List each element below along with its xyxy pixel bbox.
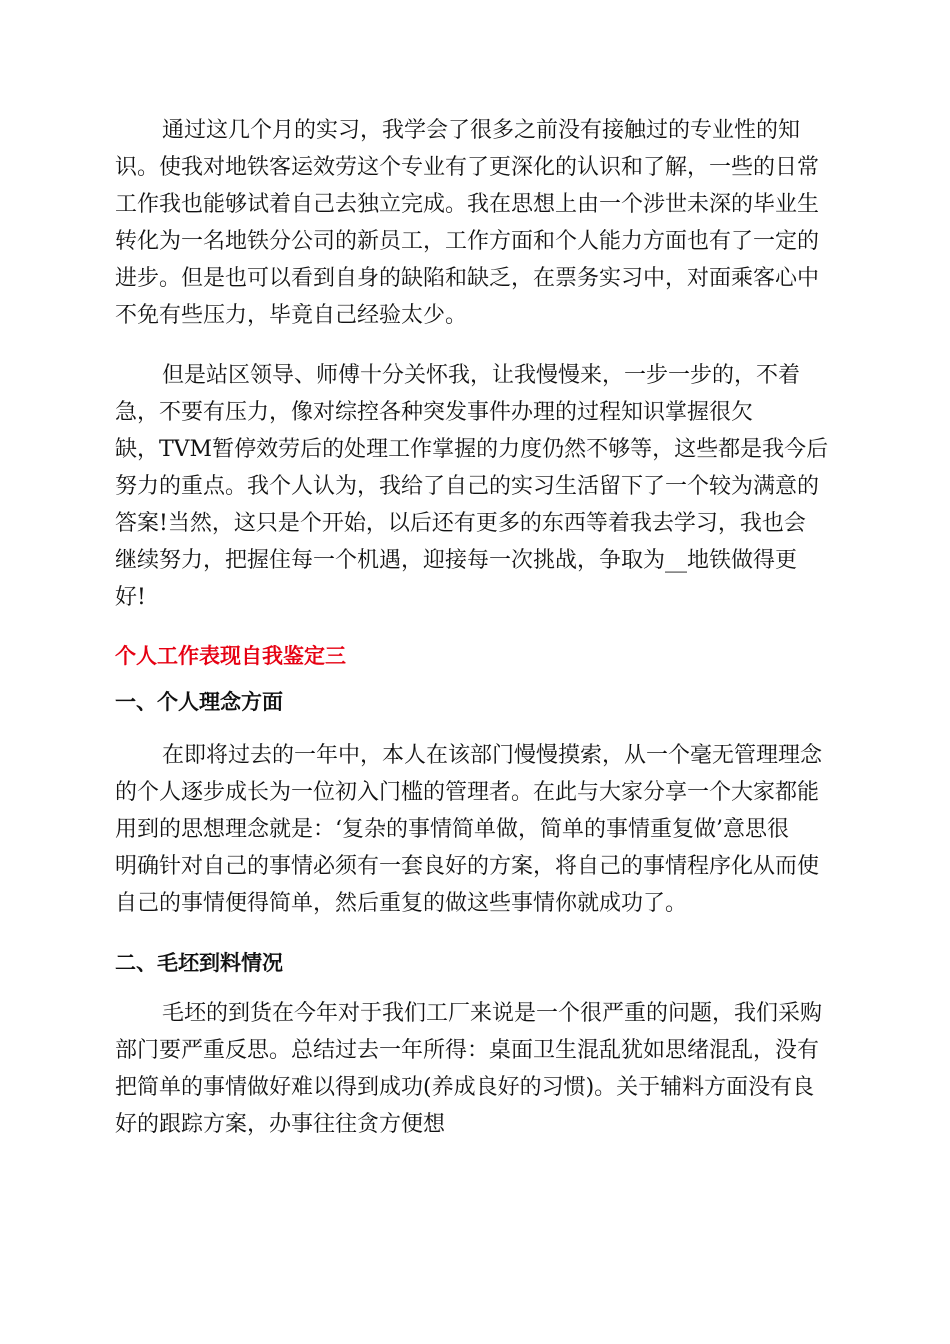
text-line: 答案!当然，这只是个开始，以后还有更多的东西等着我去学习，我也会 <box>115 511 806 536</box>
subheading-blank-materials: 二、毛坯到料情况 <box>115 951 283 975</box>
paragraph-blank-materials <box>115 995 835 1143</box>
text-line: 好! <box>115 585 146 610</box>
paragraph-management-philosophy <box>115 737 835 922</box>
text-line: 自己的事情便得简单，然后重复的做这些事情你就成功了。 <box>115 891 688 916</box>
text-line: 进步。但是也可以看到自身的缺陷和缺乏，在票务实习中，对面乘客心中 <box>115 266 820 291</box>
text-line: 转化为一名地铁分公司的新员工，工作方面和个人能力方面也有了一定的 <box>115 229 820 254</box>
text-line: 的个人逐步成长为一位初入门槛的管理者。在此与大家分享一个大家都能 <box>115 780 820 805</box>
text-line: 工作我也能够试着自己去独立完成。我在思想上由一个涉世未深的毕业生 <box>115 192 820 217</box>
text-line: 好的跟踪方案，办事往往贪方便想 <box>115 1112 446 1137</box>
text-line: 不免有些压力，毕竟自己经验太少。 <box>115 303 468 328</box>
text-line: 毛坯的到货在今年对于我们工厂来说是一个很严重的问题，我们采购 <box>162 1001 823 1026</box>
subheading-personal-philosophy: 一、个人理念方面 <box>115 690 283 714</box>
text-line: 部门要严重反思。总结过去一年所得：桌面卫生混乱犹如思绪混乱，没有 <box>115 1038 820 1063</box>
text-line: 急，不要有压力，像对综控各种突发事件办理的过程知识掌握很欠 <box>115 400 754 425</box>
text-line: 在即将过去的一年中，本人在该部门慢慢摸索，从一个毫无管理理念 <box>162 743 823 768</box>
section-title: 个人工作表现自我鉴定三 <box>115 644 346 668</box>
text-line: 但是站区领导、师傅十分关怀我，让我慢慢来，一步一步的，不着 <box>162 363 801 388</box>
text-line: 明确针对自己的事情必须有一套良好的方案，将自己的事情程序化从而使 <box>115 854 820 879</box>
text-line: 识。使我对地铁客运效劳这个专业有了更深化的认识和了解，一些的日常 <box>115 155 820 180</box>
paragraph-internship-summary <box>115 112 835 334</box>
text-line: 努力的重点。我个人认为，我给了自己的实习生活留下了一个较为满意的 <box>115 474 820 499</box>
text-line: 通过这几个月的实习，我学会了很多之前没有接触过的专业性的知 <box>162 118 801 143</box>
paragraph-future-effort <box>115 357 835 616</box>
text-line: 用到的思想理念就是：‘复杂的事情简单做，简单的事情重复做’意思很 <box>115 817 789 842</box>
text-line: 把简单的事情做好难以得到成功(养成良好的习惯)。关于辅料方面没有良 <box>115 1075 815 1100</box>
text-line: 缺，TVM暂停效劳后的处理工作掌握的力度仍然不够等，这些都是我今后 <box>115 437 829 462</box>
text-line: 继续努力，把握住每一个机遇，迎接每一次挑战，争取为__地铁做得更 <box>115 548 798 573</box>
